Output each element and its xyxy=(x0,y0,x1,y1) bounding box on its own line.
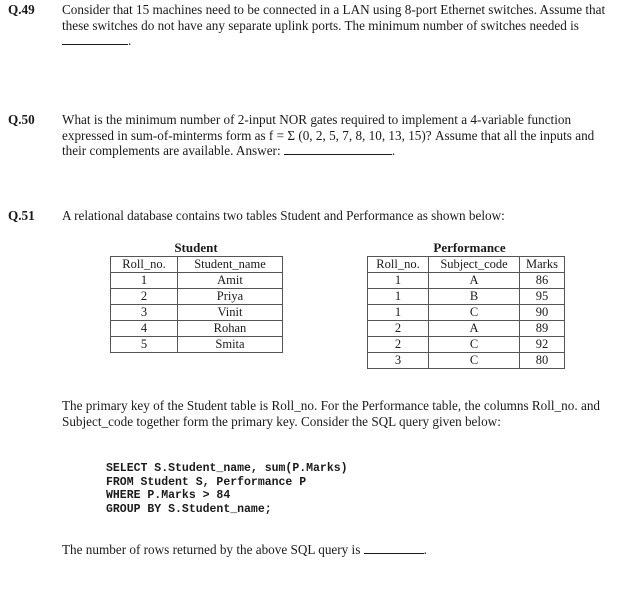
sql-line: GROUP BY S.Student_name; xyxy=(106,502,272,516)
table-header-row xyxy=(111,257,283,273)
question-text-body: Consider that 15 machines need to be connected in a LAN using 8-port Ethernet switches. Assume that these switches do not have any separate uplink ports. The minimum number of switches needed is xyxy=(62,2,606,33)
table-row xyxy=(111,305,283,321)
question-end: . xyxy=(423,542,427,557)
question-49 xyxy=(8,2,616,49)
table-cell: A xyxy=(429,321,520,337)
table-cell: Priya xyxy=(178,289,283,305)
table-cell: 5 xyxy=(111,337,178,353)
table-cell: 3 xyxy=(111,305,178,321)
final-question xyxy=(62,542,427,558)
answer-blank[interactable] xyxy=(62,33,128,45)
table-cell: 80 xyxy=(520,353,565,369)
table-row xyxy=(111,273,283,289)
table-cell: 2 xyxy=(368,337,429,353)
table-cell: 2 xyxy=(111,289,178,305)
performance-table-title: Performance xyxy=(433,240,506,255)
table-row xyxy=(111,337,283,353)
table-cell: 92 xyxy=(520,337,565,353)
table-cell: 3 xyxy=(368,353,429,369)
answer-blank[interactable] xyxy=(284,143,392,155)
question-number: Q.50 xyxy=(8,112,35,127)
answer-blank[interactable] xyxy=(364,542,424,554)
question-number: Q.49 xyxy=(8,2,35,17)
question-paragraph: The primary key of the Student table is Roll_no. For the Performance table, the columns Roll_no. and Subject_code together form the primary key. Consider the SQL query given below: xyxy=(62,398,601,429)
column-header: Subject_code xyxy=(429,257,520,273)
column-header: Marks xyxy=(520,257,565,273)
table-cell: C xyxy=(429,305,520,321)
table-cell: A xyxy=(429,273,520,289)
sql-line: WHERE P.Marks > 84 xyxy=(106,489,231,502)
column-header: Roll_no. xyxy=(111,257,178,273)
column-header: Roll_no. xyxy=(368,257,429,273)
table-cell: 86 xyxy=(520,273,565,289)
question-text xyxy=(62,2,616,49)
table-cell: 90 xyxy=(520,305,565,321)
table-cell: Vinit xyxy=(178,305,283,321)
table-row xyxy=(368,289,565,305)
table-cell: C xyxy=(429,337,520,353)
table-row xyxy=(368,353,565,369)
table-cell: Amit xyxy=(178,273,283,289)
student-table xyxy=(110,256,283,353)
table-cell: 1 xyxy=(368,273,429,289)
sql-line: FROM Student S, Performance P xyxy=(106,475,307,489)
question-end: . xyxy=(391,143,396,158)
table-cell: 95 xyxy=(520,289,565,305)
table-row xyxy=(368,305,565,321)
question-end: . xyxy=(128,33,132,48)
column-header: Student_name xyxy=(178,257,283,273)
table-header-row xyxy=(368,257,565,273)
performance-table xyxy=(367,256,565,369)
table-row xyxy=(368,273,565,289)
table-cell: 1 xyxy=(368,305,429,321)
table-cell: Smita xyxy=(178,337,283,353)
table-cell: 4 xyxy=(111,321,178,337)
final-question-text: The number of rows returned by the above SQL query is xyxy=(62,542,361,557)
table-cell: 1 xyxy=(368,289,429,305)
question-number: Q.51 xyxy=(8,208,35,223)
table-cell: B xyxy=(429,289,520,305)
table-cell: 89 xyxy=(520,321,565,337)
table-row xyxy=(368,321,565,337)
table-cell: Rohan xyxy=(178,321,283,337)
table-row xyxy=(368,337,565,353)
question-text: A relational database contains two tables Student and Performance as shown below: xyxy=(62,208,505,223)
sql-query xyxy=(106,462,348,516)
question-50 xyxy=(8,112,616,159)
question-51 xyxy=(8,208,616,224)
table-row xyxy=(111,289,283,305)
question-text-body: What is the minimum number of 2-input NOR gates required to implement a 4-variable function expressed in sum-of-minterms form as f = Σ (0, 2, 5, 7, 8, 10, 13, 15)? Assume that all the inputs and their complements are available. Answer: xyxy=(62,112,595,158)
table-cell: C xyxy=(429,353,520,369)
sql-line: SELECT S.Student_name, sum(P.Marks) xyxy=(106,462,348,475)
table-cell: 2 xyxy=(368,321,429,337)
table-cell: 1 xyxy=(111,273,178,289)
student-table-title: Student xyxy=(174,240,218,255)
table-row xyxy=(111,321,283,337)
question-text xyxy=(62,112,616,159)
